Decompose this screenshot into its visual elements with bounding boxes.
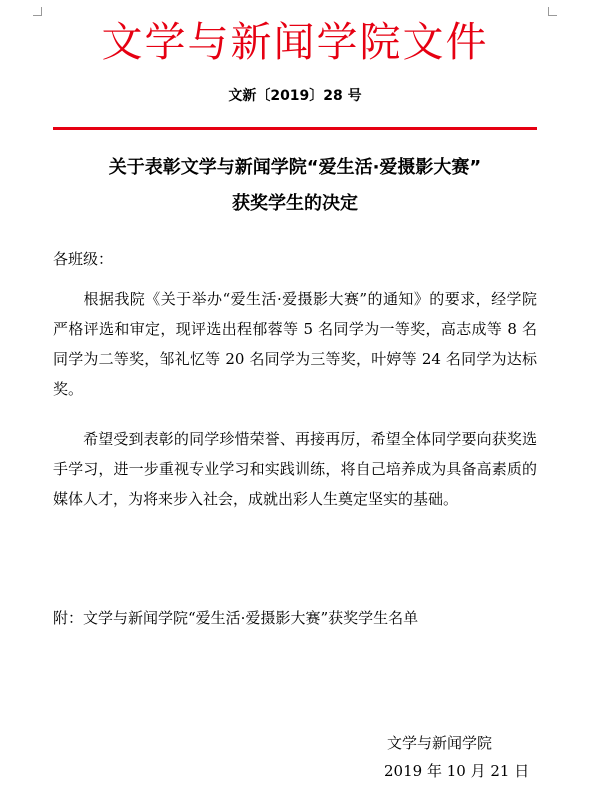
body-paragraph-1-text: 根据我院《关于举办“爱生活·爱摄影大赛”的通知》的要求，经学院严格评选和审定，现评选出程郁蓉等 5 名同学为一等奖，高志成等 8 名同学为二等奖，邹礼忆等 20 名同学为三等奖，叶婷等 24 名同学为达标奖。	[53, 290, 537, 398]
document-title-line2: 获奖学生的决定	[232, 193, 358, 214]
document-number: 文新〔2019〕28 号	[228, 88, 362, 104]
body-paragraph-2	[53, 424, 537, 514]
signature-date: 2019 年 10 月 21 日	[384, 762, 530, 780]
document-title-line1: 关于表彰文学与新闻学院“爱生活·爱摄影大赛”	[108, 157, 482, 178]
letterhead-title: 文学与新闻学院文件	[101, 18, 489, 66]
body-paragraph-1	[53, 284, 537, 404]
attachment-note: 附：文学与新闻学院“爱生活·爱摄影大赛”获奖学生名单	[53, 609, 419, 627]
document-title	[0, 150, 590, 222]
salutation: 各班级：	[53, 250, 114, 268]
body-paragraph-2-text: 希望受到表彰的同学珍惜荣誉、再接再厉，希望全体同学要向获奖选手学习，进一步重视专业学习和实践训练，将自己培养成为具备高素质的媒体人才，为将来步入社会，成就出彩人生奠定坚实的基础。	[53, 430, 537, 508]
signature-organization: 文学与新闻学院	[387, 734, 493, 752]
letterhead-red-rule	[53, 127, 537, 130]
